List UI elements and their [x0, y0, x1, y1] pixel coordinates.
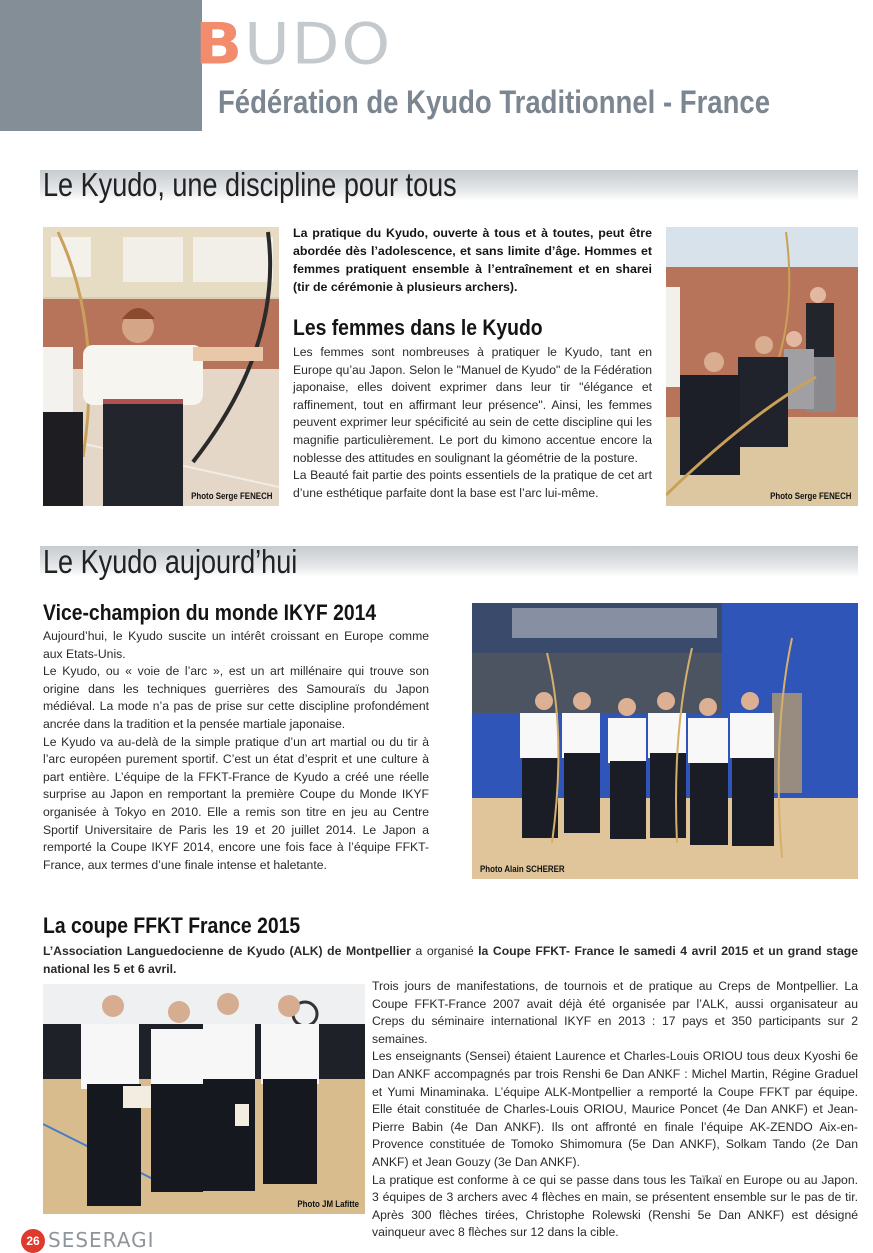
section1-body [293, 344, 652, 502]
intro-bold-org: L’Association Languedocienne de Kyudo (ALK) de Montpellier [43, 944, 411, 958]
photo-female-archer-image [43, 227, 279, 506]
photo-four-winners-image [43, 984, 365, 1214]
subheading-coupe-2015: La coupe FFKT France 2015 [43, 913, 301, 938]
header-color-block [0, 0, 202, 131]
section1-lead [293, 224, 652, 296]
photo-credit: Photo JM Lafitte [297, 1199, 359, 1209]
section2-body [43, 628, 429, 874]
photo-credit: Photo Alain SCHERER [480, 864, 565, 874]
section3-intro [43, 943, 858, 978]
lead-paragraph: La pratique du Kyudo, ouverte à tous et à toutes, peut être abordée dès l’adolescence, et sans limite d’âge. Hommes et femmes pratiquent ensemble à l’entraînement et en sharei (tir de cérémonie à plusieurs archers). [293, 226, 652, 294]
body-paragraph: Les femmes sont nombreuses à pratiquer le Kyudo, tant en Europe qu’au Japon. Selon le "Manuel de Kyudo" de la Fédération japonaise, elles doivent exprimer dans leur tir "élégance et raffinement, tout en affirmant leur présence". Ainsi, les femmes peuvent exprimer leur spécificité au sein de cette discipline qui les magnifie particulièrement. Le port du kimono accentue encore la noblesse des attitudes en soulignant la géométrie de la posture. [293, 345, 652, 465]
body-paragraph: Le Kyudo va au-delà de la simple pratique d’un art martial ou du tir à l’arc européen purement sportif. C’est un état d’esprit et une culture à part entière. L’équipe de la FFKT-France de Kyudo a créé une réelle surprise au Japon en remportant la première Coupe du Monde IKYF organisée à Tokyo en 2010. Elle a remis son titre en jeu au Centre Sportif Universitaire de Paris les 19 et 20 juillet 2014. Le Japon a remporté la Coupe IKYF 2014, encore une fois face à l’équipe FFKT-France, aux termes d’une finale intense et haletante. [43, 734, 429, 872]
page-number-badge: 26 [21, 1229, 45, 1253]
body-paragraph-continued: Trois jours de manifestations, de tournois et de pratique au Creps de Montpellier. La Coupe FFKT-France 2007 avait déjà été organisée par l’ALK, aussi organisateur au Creps du séminaire international IKYF en 2013 : 17 pays et 350 participants sur 2 semaines. [372, 979, 858, 1046]
intro-bold-event: la Coupe FFKT- France le samedi 4 avril 2015 et un grand stage national les 5 et 6 avril. [43, 944, 858, 976]
body-paragraph: La Beauté fait partie des points essentiels de la pratique de cet art d’une esthétique parfaite dont la base est l’arc lui-même. [293, 468, 652, 500]
subheading-vice-champion: Vice-champion du monde IKYF 2014 [43, 600, 377, 625]
section-title-1: Le Kyudo, une discipline pour tous [43, 166, 457, 203]
section-title-2: Le Kyudo aujourd’hui [43, 543, 298, 580]
photo-female-archer [43, 227, 279, 506]
photo-kneeling-archers-image [666, 227, 858, 506]
section3-body [372, 978, 858, 1242]
photo-team-archers-image [472, 603, 858, 879]
magazine-brand: SESERAGI [48, 1228, 155, 1252]
photo-credit: Photo Serge FENECH [191, 491, 273, 501]
photo-credit: Photo Serge FENECH [770, 491, 852, 501]
logo-first-letter: B [195, 10, 245, 78]
magazine-section-logo [195, 10, 393, 78]
photo-kneeling-archers [666, 227, 858, 506]
federation-title: Fédération de Kyudo Traditionnel - France [218, 84, 770, 120]
body-paragraph: La pratique est conforme à ce qui se passe dans tous les Taïkaï en Europe ou au Japon. 3 équipes de 3 archers avec 4 flèches en main, se présentent ensemble sur le pas de tir. Après 300 flèches tirées, Christophe Rolewski (Renshi 5e Dan ANKF) est désigné vainqueur avec 8 flèches sur 12 dans la cible. [372, 1172, 858, 1240]
subheading-femmes: Les femmes dans le Kyudo [293, 315, 543, 340]
photo-four-winners [43, 984, 365, 1214]
intro-text: a organisé [410, 944, 479, 958]
photo-team-archers [472, 603, 858, 879]
body-paragraph: Le Kyudo, ou « voie de l’arc », est un art millénaire qui trouve son origine dans les techniques guerrières des Samouraïs du Japon médiéval. La mode n’a pas de prise sur cette discipline profondément ancrée dans la tradition et la pensée martiale japonaise. [43, 664, 429, 731]
intro-paragraph [43, 943, 858, 978]
logo-rest: UDO [244, 10, 393, 78]
body-paragraph: Aujourd’hui, le Kyudo suscite un intérêt croissant en Europe comme aux Etats-Unis. [43, 629, 429, 661]
body-paragraph: Les enseignants (Sensei) étaient Laurence et Charles-Louis ORIOU tous deux Kyoshi 6e Dan ANKF accompagnés par trois Renshi 6e Dan ANKF : Michel Martin, Régine Graduel et Yumi Minaminaka. L’équipe ALK-Montpellier a remporté la Coupe FFKT par équipe. Elle était constituée de Charles-Louis ORIOU, Maurice Poncet (4e Dan ANKF) et Jean-Pierre Babin (4e Dan ANKF). Ils ont affronté en finale l’équipe AK-ZENDO Aix-en-Provence constituée de Tomoko Shimomura (5e Dan ANKF), Solkam Tando (2e Dan ANKF) et Jean Gouzy (3e Dan ANKF). [372, 1049, 858, 1169]
